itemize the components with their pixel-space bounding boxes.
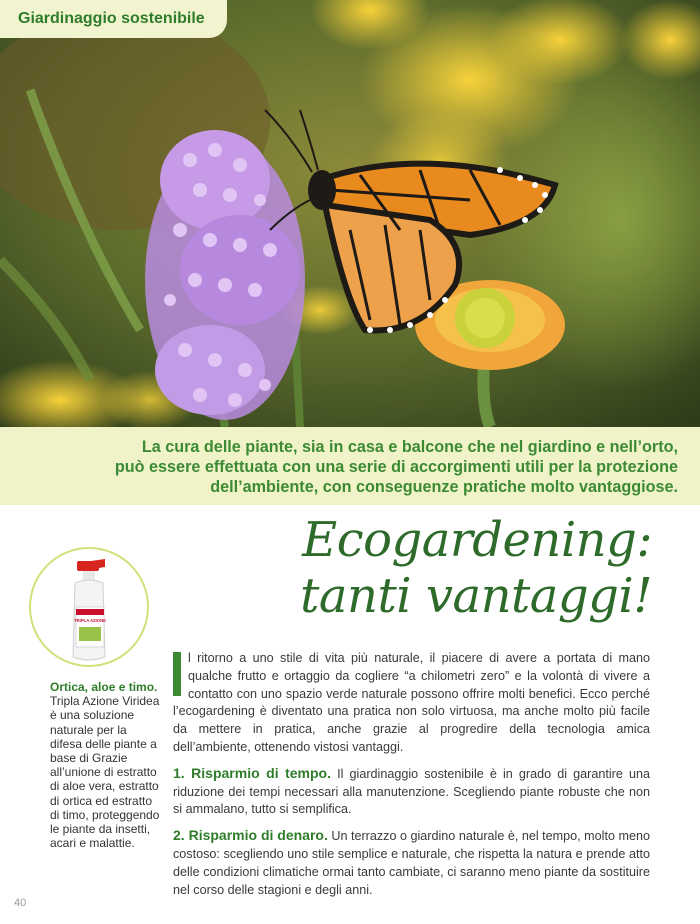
spray-bottle-icon xyxy=(31,549,149,667)
section-tag: Giardinaggio sostenibile xyxy=(0,0,227,38)
sidebar-body: Tripla Azione Viridea è una soluzione naturale per la difesa delle piante a base di Grazie all’unione di estratto di aloe vera, estratto di ortica ed estratto di timo, proteggendo le piante da insetti, acari e malattie. xyxy=(50,694,160,851)
dropcap-bar xyxy=(173,652,181,696)
sidebar-heading: Ortica, aloe e timo. xyxy=(50,680,158,694)
intro-line: può essere effettuata con una serie di accorgimenti utili per la protezione xyxy=(114,458,678,476)
monarch-butterfly-on-flowers-photo xyxy=(0,0,700,427)
hero-photo xyxy=(0,0,700,427)
point-2-heading: 2. Risparmio di denaro. xyxy=(173,827,328,844)
intro-paragraph-text: l ritorno a uno stile di vita più naturale, il piacere di avere a portata di mano qualche frutto e ortaggio da cogliere “a chilometri zero” e la volontà di vivere a contatto con uno spazio verde naturale possono offrire molti benefici. Ecco perché l’ecogardening è diventato una pratica non solo virtuosa, ma anche molto più facile da mettere in pratica, anche grazie al progredire della tecnologia amica dell’ambiente, ottenendo vistosi vantaggi. xyxy=(173,651,650,754)
intro-line: La cura delle piante, sia in casa e balcone che nel giardino e nell’orto, xyxy=(141,438,678,456)
point-1-heading: 1. Risparmio di tempo. xyxy=(173,764,331,781)
page-number: 40 xyxy=(14,897,27,909)
intro-paragraph xyxy=(173,650,650,757)
sidebar-text xyxy=(50,680,160,850)
intro-line: dell’ambiente, con conseguenze pratiche molto vantaggiose. xyxy=(210,478,678,496)
product-image xyxy=(29,547,149,667)
body-text xyxy=(173,650,650,907)
title-line: tanti vantaggi! xyxy=(300,568,652,624)
point-2 xyxy=(173,827,650,899)
intro-band xyxy=(0,427,700,505)
title-line: Ecogardening: xyxy=(302,512,652,568)
page-title xyxy=(300,512,652,624)
product-label: TRIPLA AZIONE xyxy=(74,618,106,623)
point-1 xyxy=(173,765,650,819)
point-1-text: Il giardinaggio sostenibile è in grado di garantire una riduzione dei tempi necessari alla manutenzione. Scegliendo piante robuste che non si ammalano, tutto si semplifica. xyxy=(173,766,651,817)
point-2-text: Un terrazzo o giardino naturale è, nel tempo, molto meno costoso: scegliendo uno stile semplice e naturale, che rispetta la natura e prende atto delle condizioni climatiche ormai tanto cambiate, ci saranno meno piante da sostituire nel corso delle stagioni e degli anni. xyxy=(173,829,650,897)
